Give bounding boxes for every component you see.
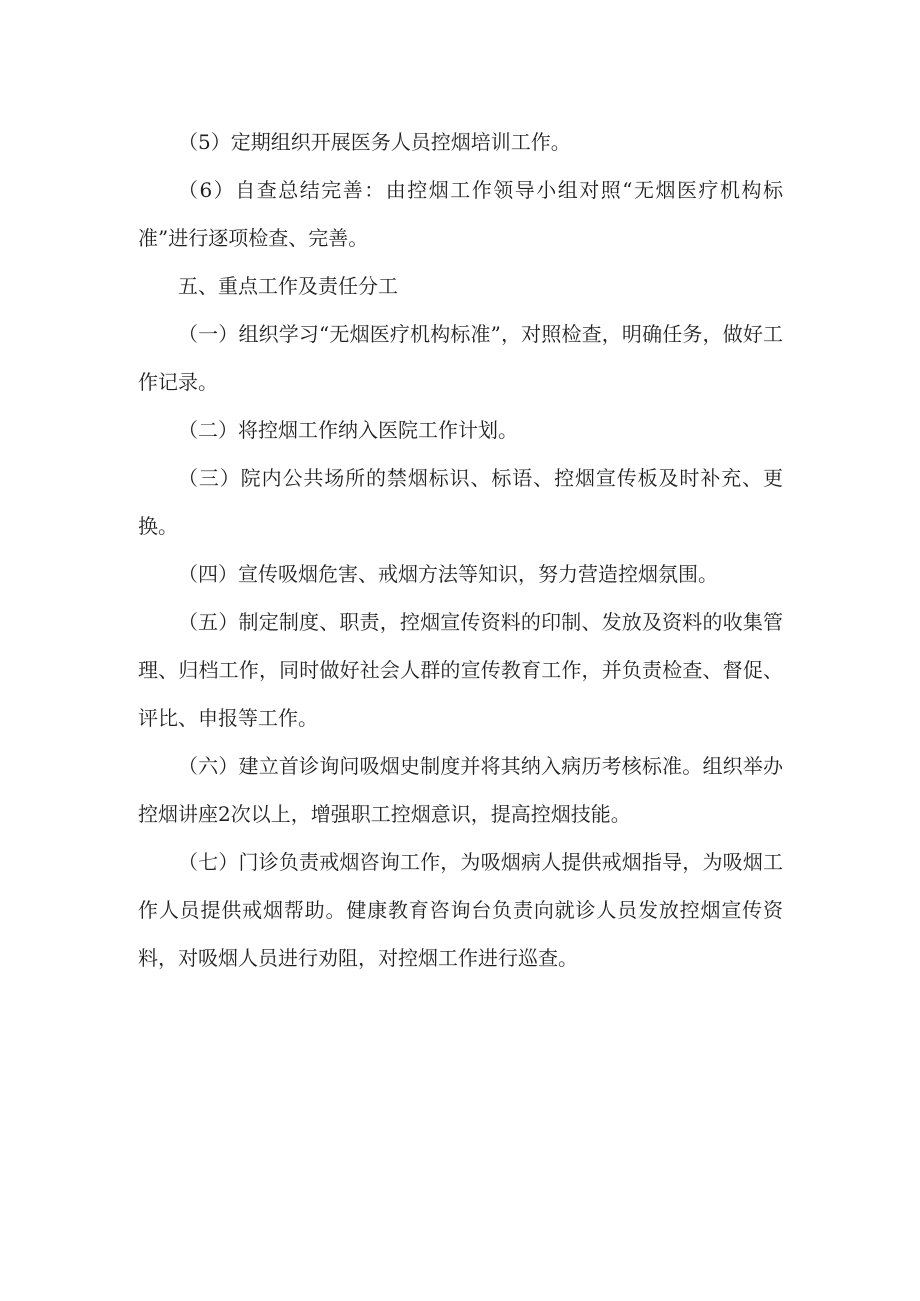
paragraph-item-1: （一）组织学习“无烟医疗机构标准”，对照检查，明确任务，做好工作记录。 — [138, 322, 783, 394]
paragraph-training: （5）定期组织开展医务人员控烟培训工作。 — [178, 130, 571, 154]
paragraph-item-7: （七）门诊负责戒烟咨询工作，为吸烟病人提供戒烟指导，为吸烟工作人员提供戒烟帮助。健康教育咨询台负责向就诊人员发放控烟宣传资料，对吸烟人员进行劝阻，对控烟工作进行巡查。 — [138, 850, 783, 970]
paragraph-item-4: （四）宣传吸烟危害、戒烟方法等知识，努力营造控烟氛围。 — [178, 562, 718, 586]
paragraph-item-3: （三）院内公共场所的禁烟标识、标语、控烟宣传板及时补充、更换。 — [138, 466, 783, 538]
paragraph-item-6: （六）建立首诊询问吸烟史制度并将其纳入病历考核标准。组织举办控烟讲座2次以上，增强职工控烟意识，提高控烟技能。 — [138, 754, 783, 826]
paragraph-item-2: （二）将控烟工作纳入医院工作计划。 — [178, 418, 518, 442]
paragraph-self-inspection: （6）自查总结完善：由控烟工作领导小组对照“无烟医疗机构标准”进行逐项检查、完善。 — [138, 178, 783, 250]
paragraph-item-5: （五）制定制度、职责，控烟宣传资料的印制、发放及资料的收集管理、归档工作，同时做好社会人群的宣传教育工作，并负责检查、督促、评比、申报等工作。 — [138, 610, 783, 730]
document-body — [138, 118, 783, 982]
section-heading-key-work: 五、重点工作及责任分工 — [178, 274, 398, 298]
